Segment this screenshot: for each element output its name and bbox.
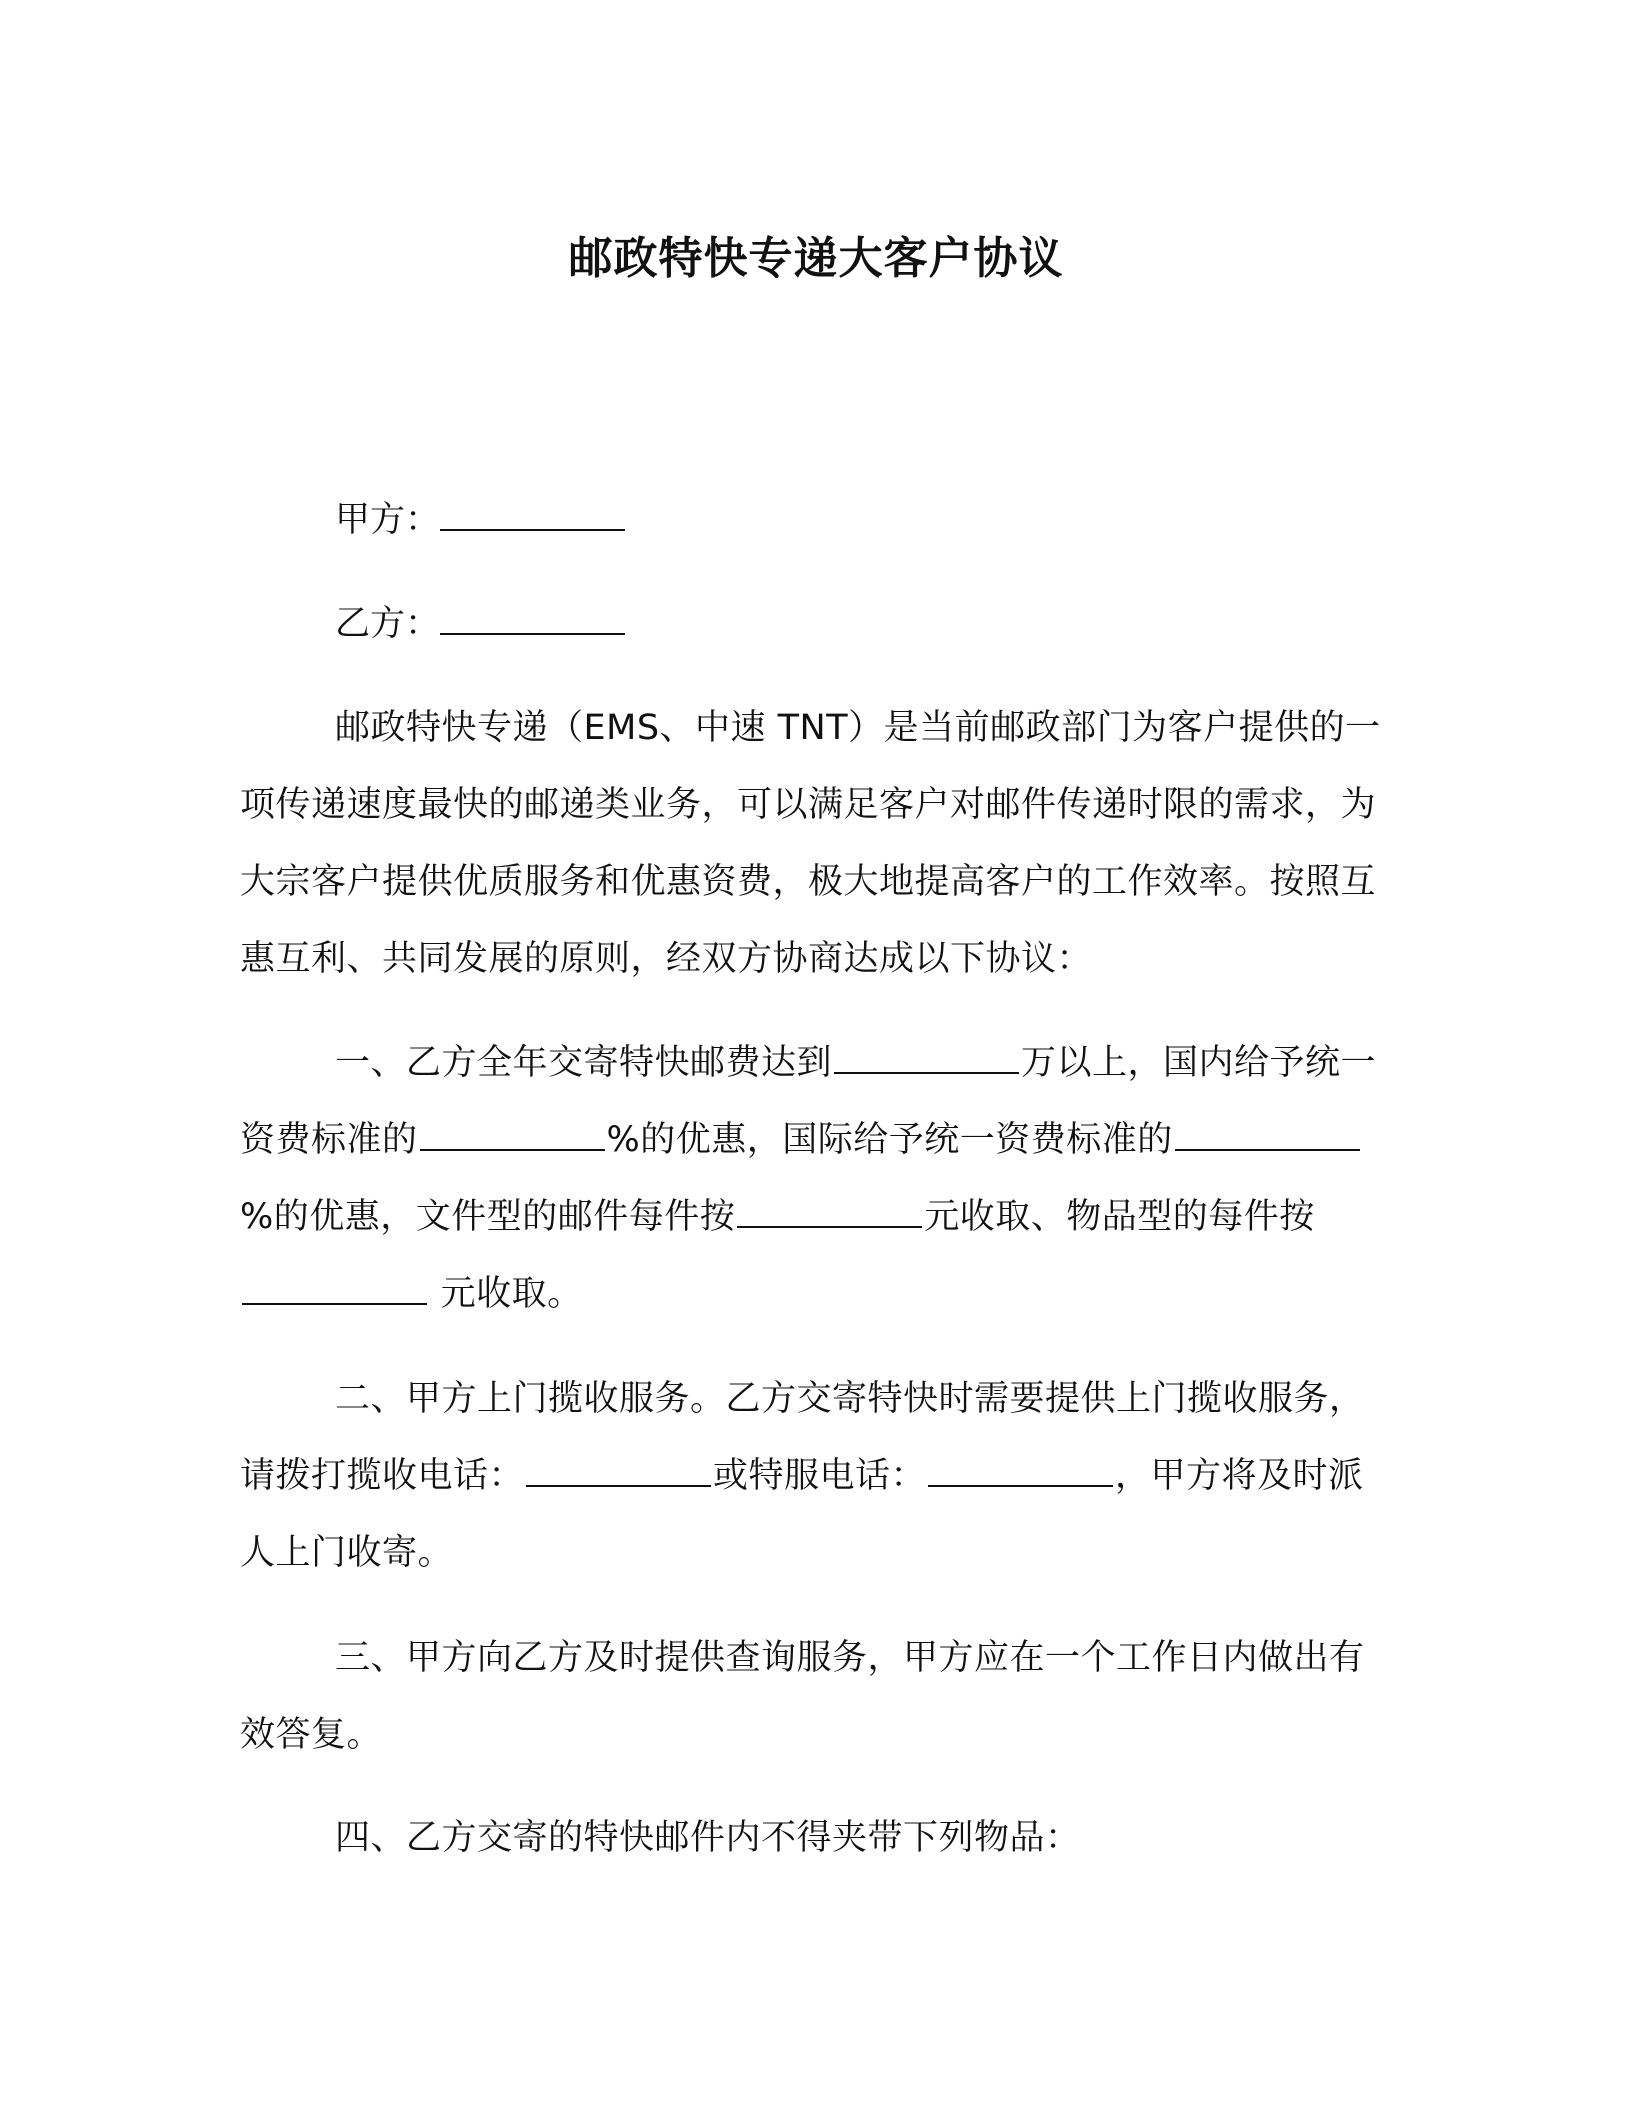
intro-paragraph: 邮政特快专递（EMS、中速 TNT）是当前邮政部门为客户提供的一项传递速度最快的邮递类业务，可以满足客户对邮件传递时限的需求，为大宗客户提供优质服务和优惠资费，极大地提高客户的工作效率。按照互惠互利、共同发展的原则，经双方协商达成以下协议： [240,708,1381,979]
party-b-blank [440,601,625,635]
document-title: 邮政特快专递大客户协议 [568,233,1064,284]
clause-1-text: 元收取。 [429,1274,583,1314]
party-a-line [335,497,625,542]
clause-1 [240,1025,1390,1333]
document-price-blank [737,1194,922,1228]
domestic-discount-blank [420,1117,605,1151]
clause-2-text: 二、甲方上门揽收服务。乙方交寄特快时需要提供上门揽收服务，请拨打揽收电话： [240,1379,1365,1496]
party-b-line [335,601,625,646]
annual-fee-blank [834,1040,1019,1074]
party-a-label: 甲方： [335,500,441,540]
party-b-label: 乙方： [335,604,441,644]
party-a-blank [440,497,625,531]
clause-1-text: 一、乙方全年交寄特快邮费达到 [335,1043,833,1083]
pickup-phone-blank [526,1453,711,1487]
service-phone-blank [928,1453,1113,1487]
clause-1-text: 元收取、物品型的每件按 [924,1197,1315,1237]
clause-2-text: 或特服电话： [713,1456,927,1496]
clause-3: 三、甲方向乙方及时提供查询服务，甲方应在一个工作日内做出有效答复。 [240,1638,1365,1755]
clause-2-text: ，甲方将及时派人上门收寄。 [240,1456,1364,1573]
clause-1-text: %的优惠，文件型的邮件每件按 [240,1197,736,1237]
international-discount-blank [1175,1117,1360,1151]
clause-2 [240,1361,1390,1592]
clause-4: 四、乙方交寄的特快邮件内不得夹带下列物品： [335,1818,1081,1858]
clause-1-text: 万以上，国内给予统一资费标准的 [240,1043,1377,1160]
item-price-blank [242,1271,427,1305]
clause-1-text: %的优惠，国际给予统一资费标准的 [606,1120,1173,1160]
